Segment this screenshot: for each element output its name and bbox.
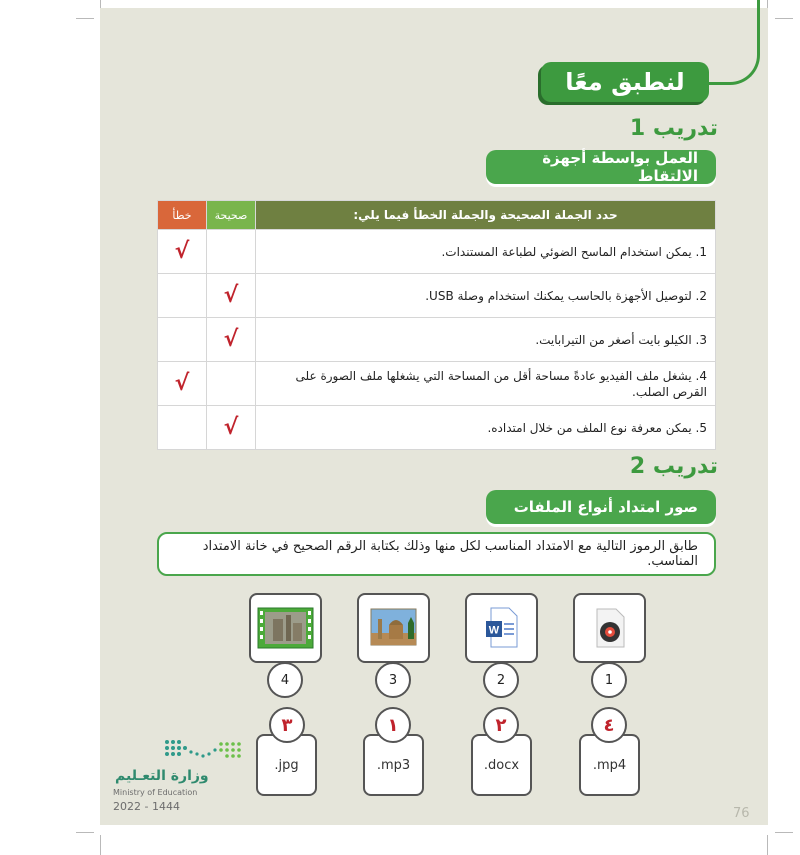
false-cell[interactable] [158, 230, 207, 274]
exercise-1-title: تدريب 1 [629, 116, 718, 141]
academic-year: 2022 - 1444 [113, 800, 180, 813]
word-document-icon [467, 595, 536, 661]
statement-cell: 2. لتوصيل الأجهزة بالحاسب يمكنك استخدام وصلة USB. [256, 274, 716, 318]
statement-header: حدد الجملة الصحيحة والجملة الخطأ فيما يلي: [256, 201, 716, 230]
exercise-2-bar: صور امتداد أنواع الملفات [486, 490, 716, 524]
statement-cell: 1. يمكن استخدام الماسح الضوئي لطباعة المستندات. [256, 230, 716, 274]
ministry-name-ar: وزارة التعـليم [115, 768, 209, 784]
icon-number-1: 1 [591, 662, 627, 698]
statement-cell: 3. الكيلو بايت أصغر من التيرابايت. [256, 318, 716, 362]
svg-text:W: W [488, 624, 500, 637]
crop-mark [100, 835, 101, 855]
false-cell[interactable] [158, 406, 207, 450]
icon-number-3: 3 [375, 662, 411, 698]
check-mark: √ [174, 239, 190, 264]
table-row [158, 362, 716, 406]
instruction-box [157, 532, 716, 576]
true-cell[interactable] [207, 362, 256, 406]
true-cell[interactable] [207, 274, 256, 318]
media-disc-icon [575, 595, 644, 661]
true-false-table [157, 200, 716, 450]
page-number: 76 [733, 806, 750, 821]
answer-circle-mp4[interactable]: ٤ [591, 707, 627, 743]
true-cell[interactable] [207, 230, 256, 274]
check-mark: √ [223, 283, 239, 308]
decorative-bracket [700, 0, 760, 85]
extension-box-jpg[interactable]: .jpg [256, 734, 317, 796]
icon-card-2 [465, 593, 538, 663]
icon-number-2: 2 [483, 662, 519, 698]
crop-mark [767, 835, 768, 855]
crop-mark [76, 832, 94, 833]
table-row [158, 274, 716, 318]
instruction-text: طابق الرموز التالية مع الامتداد المناسب لكل منها وذلك بكتابة الرقم الصحيح في خانة الامتداد المناسب. [202, 539, 698, 569]
exercise-1-bar: العمل بواسطة أجهزة الالتقاط [486, 150, 716, 184]
false-cell[interactable] [158, 362, 207, 406]
answer-circle-mp3[interactable]: ١ [375, 707, 411, 743]
extension-box-mp3[interactable]: .mp3 [363, 734, 424, 796]
exercise-2-title: تدريب 2 [629, 454, 718, 479]
crop-mark [775, 832, 793, 833]
table-row [158, 406, 716, 450]
statement-cell: 4. يشغل ملف الفيديو عادةً مساحة أقل من المساحة التي يشغلها ملف الصورة على القرص الصلب. [256, 362, 716, 406]
check-mark: √ [223, 327, 239, 352]
false-cell[interactable] [158, 274, 207, 318]
video-filmstrip-icon [251, 595, 320, 661]
check-mark: √ [174, 371, 190, 396]
crop-mark [76, 18, 94, 19]
icon-card-1 [573, 593, 646, 663]
ministry-logo-icon [163, 738, 247, 764]
table-row [158, 318, 716, 362]
extension-box-docx[interactable]: .docx [471, 734, 532, 796]
icon-number-4: 4 [267, 662, 303, 698]
table-row [158, 230, 716, 274]
icon-card-3 [357, 593, 430, 663]
answer-circle-jpg[interactable]: ٣ [269, 707, 305, 743]
false-cell[interactable] [158, 318, 207, 362]
true-cell[interactable] [207, 406, 256, 450]
true-cell[interactable] [207, 318, 256, 362]
true-header: صحيحة [207, 201, 256, 230]
section-badge: لنطبق معًا [541, 62, 709, 102]
extension-box-mp4[interactable]: .mp4 [579, 734, 640, 796]
mosque-photo-icon [359, 595, 428, 661]
icon-card-4 [249, 593, 322, 663]
ministry-name-en: Ministry of Education [113, 788, 198, 797]
false-header: خطأ [158, 201, 207, 230]
answer-circle-docx[interactable]: ٢ [483, 707, 519, 743]
statement-cell: 5. يمكن معرفة نوع الملف من خلال امتداده. [256, 406, 716, 450]
crop-mark [775, 18, 793, 19]
check-mark: √ [223, 415, 239, 440]
